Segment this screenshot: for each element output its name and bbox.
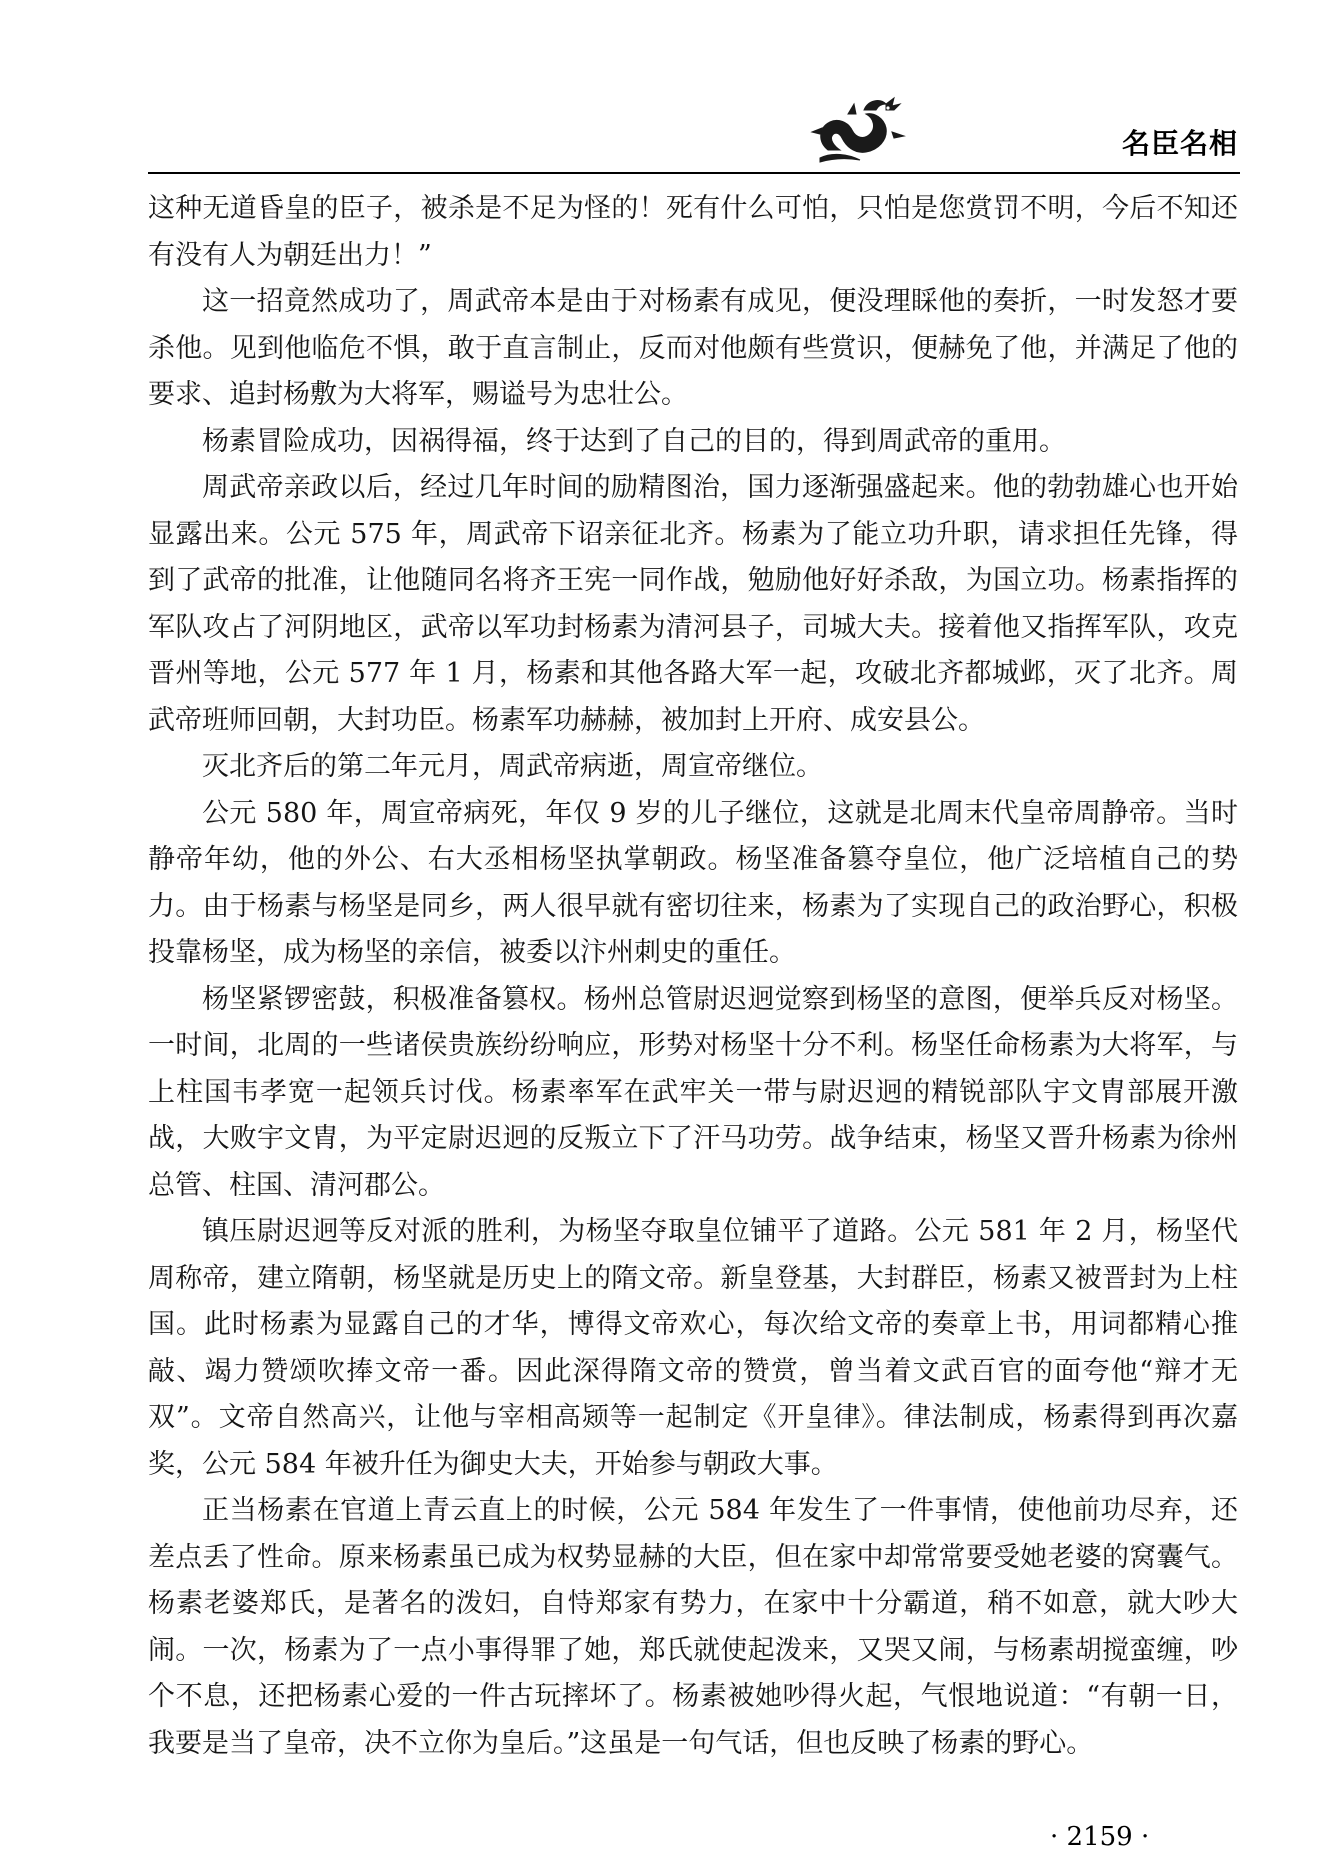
running-header (148, 92, 1238, 172)
paragraph: 杨素冒险成功，因祸得福，终于达到了自己的目的，得到周武帝的重用。 (202, 425, 1066, 457)
paragraph: 这一招竟然成功了，周武帝本是由于对杨素有成见，便没理睬他的奏折，一时发怒才要杀他。见到他临危不惧，敢于直言制止，反而对他颇有些赏识，便赫免了他，并满足了他的要求、追封杨敷为大将军，赐谥号为忠壮公。 (148, 286, 1238, 410)
paragraph: 公元 580 年，周宣帝病死，年仅 9 岁的儿子继位，这就是北周末代皇帝周静帝。当时静帝年幼，他的外公、右大丞相杨坚执掌朝政。杨坚准备篡夺皇位，他广泛培植自己的势力。由于杨素与杨坚是同乡，两人很早就有密切往来，杨素为了实现自己的政治野心，积极投靠杨坚，成为杨坚的亲信，被委以汴州刺史的重任。 (148, 797, 1238, 968)
paragraph: 杨坚紧锣密鼓，积极准备篡权。杨州总管尉迟迥觉察到杨坚的意图，便举兵反对杨坚。一时间，北周的一些诸侯贵族纷纷响应，形势对杨坚十分不利。杨坚任命杨素为大将军，与上柱国韦孝宽一起领兵讨伐。杨素率军在武牢关一带与尉迟迥的精锐部队宇文胄部展开激战，大败宇文胄，为平定尉迟迥的反叛立下了汗马功劳。战争结束，杨坚又晋升杨素为徐州总管、柱国、清河郡公。 (148, 983, 1238, 1201)
paragraph: 镇压尉迟迥等反对派的胜利，为杨坚夺取皇位铺平了道路。公元 581 年 2 月，杨坚代周称帝，建立隋朝，杨坚就是历史上的隋文帝。新皇登基，大封群臣，杨素又被晋封为上柱国。此时杨素为显露自己的才华，博得文帝欢心，每次给文帝的奏章上书，用词都精心推敲、竭力赞颂吹捧文帝一番。因此深得隋文帝的赞赏，曾当着文武百官的面夸他“辩才无双”。文帝自然高兴，让他与宰相高颎等一起制定《开皇律》。律法制成，杨素得到再次嘉奖，公元 584 年被升任为御史大夫，开始参与朝政大事。 (148, 1216, 1238, 1480)
header-divider (148, 172, 1240, 174)
running-header-title: 名臣名相 (1121, 127, 1238, 160)
body-text (148, 186, 1238, 1767)
paragraph: 正当杨素在官道上青云直上的时候，公元 584 年发生了一件事情，使他前功尽弃，还差点丢了性命。原来杨素虽已成为权势显赫的大臣，但在家中却常常要受她老婆的窝囊气。杨素老婆郑氏，是著名的泼妇，自恃郑家有势力，在家中十分霸道，稍不如意，就大吵大闹。一次，杨素为了一点小事得罪了她，郑氏就使起泼来，又哭又闹，与杨素胡搅蛮缠，吵个不息，还把杨素心爱的一件古玩摔坏了。杨素被她吵得火起，气恨地说道：“有朝一日，我要是当了皇帝，决不立你为皇后。”这虽是一句气话，但也反映了杨素的野心。 (148, 1495, 1238, 1759)
paragraph: 周武帝亲政以后，经过几年时间的励精图治，国力逐渐强盛起来。他的勃勃雄心也开始显露出来。公元 575 年，周武帝下诏亲征北齐。杨素为了能立功升职，请求担任先锋，得到了武帝的批准，让他随同名将齐王宪一同作战，勉励他好好杀敌，为国立功。杨素指挥的军队攻占了河阴地区，武帝以军功封杨素为清河县子，司城大夫。接着他又指挥军队，攻克晋州等地，公元 577 年 1 月，杨素和其他各路大军一起，攻破北齐都城邺，灭了北齐。周武帝班师回朝，大封功臣。杨素军功赫赫，被加封上开府、成安县公。 (148, 472, 1238, 736)
paragraph: 这种无道昏皇的臣子，被杀是不足为怪的！死有什么可怕，只怕是您赏罚不明，今后不知还有没有人为朝廷出力！” (148, 193, 1238, 271)
dragon-emblem-icon (808, 92, 908, 170)
paragraph: 灭北齐后的第二年元月，周武帝病逝，周宣帝继位。 (202, 751, 823, 782)
page-number: · 2159 · (1050, 1822, 1150, 1852)
